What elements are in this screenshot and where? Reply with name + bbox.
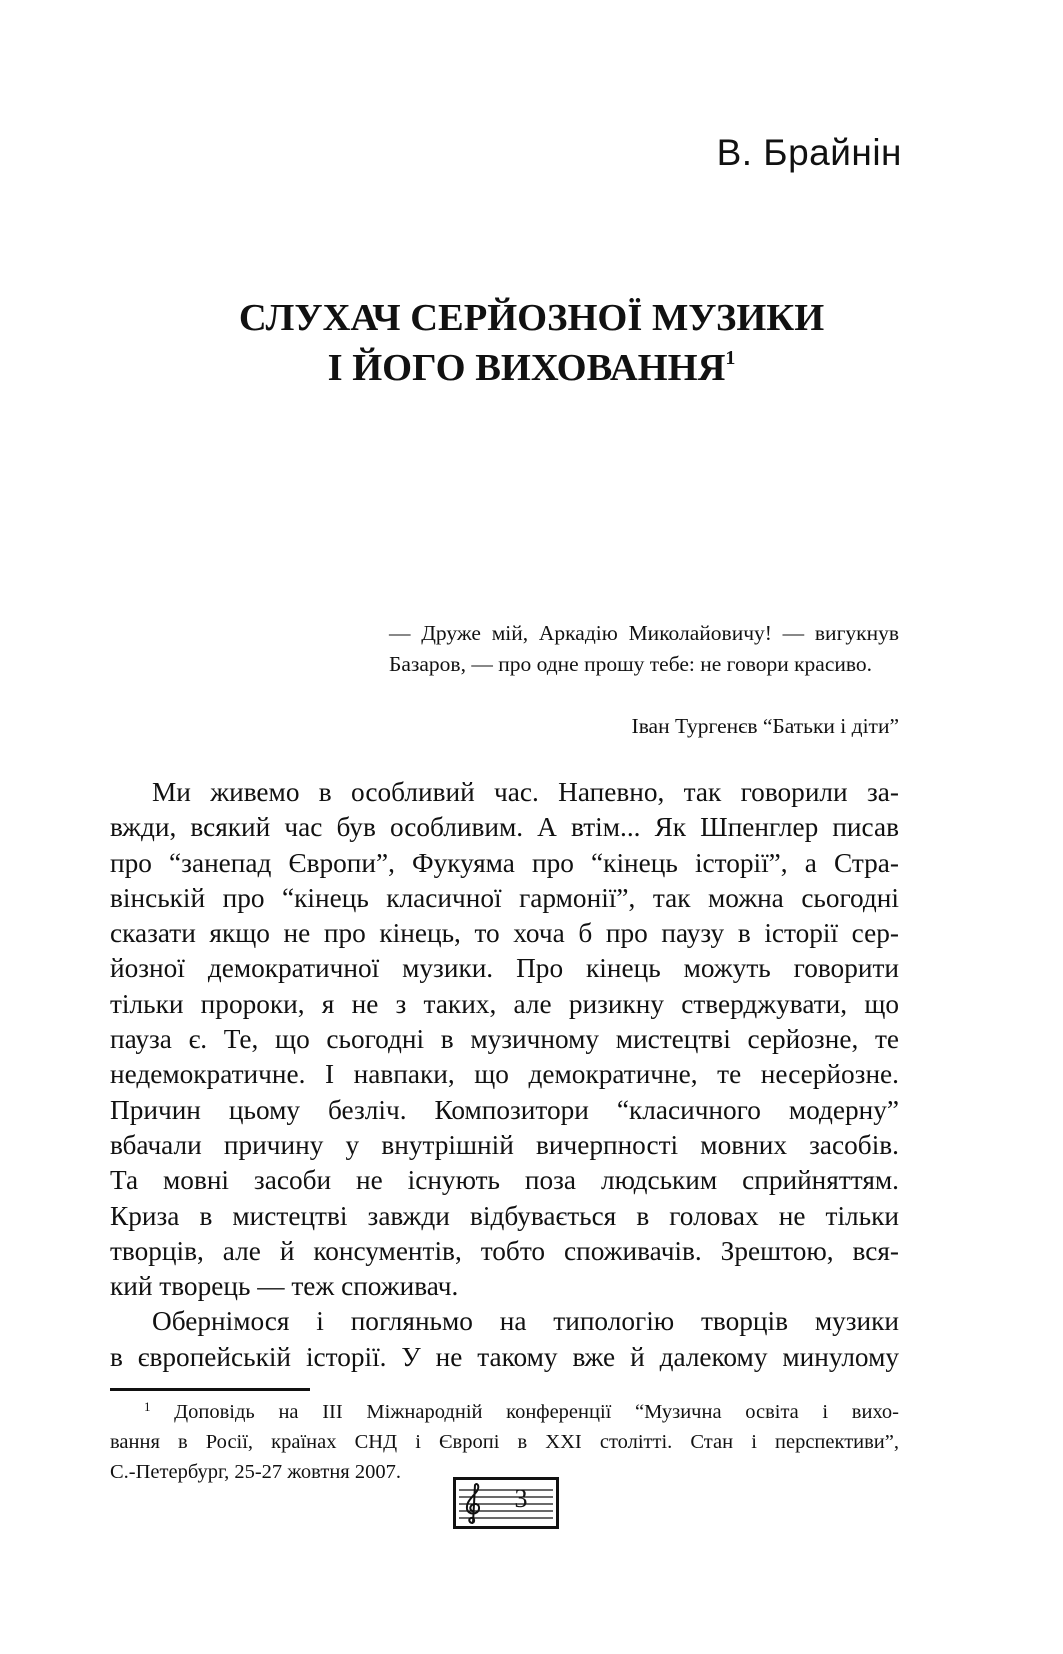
text-line: вінській про “кінець класичної гармонії”, так можна сьогодні bbox=[110, 882, 899, 913]
text-line: пауза є. Те, що сьогодні в музичному мистецтві серйозне, те bbox=[110, 1024, 899, 1055]
title-footnote-mark: 1 bbox=[725, 347, 736, 369]
text-line: йозної демократичної музики. Про кінець можуть говорити bbox=[110, 953, 899, 984]
text-line: сказати якщо не про кінець, то хоча б про паузу в історії сер- bbox=[110, 918, 899, 949]
text-line: Ми живемо в особливий час. Напевно, так говорили за- bbox=[152, 777, 899, 807]
text-line: Криза в мистецтві завжди відбувається в головах не тільки bbox=[110, 1200, 899, 1231]
footnote-divider bbox=[110, 1388, 310, 1391]
footnote-line-1-text: Доповідь на III Міжнародній конференції “Музична освіта і вихо- bbox=[174, 1401, 899, 1423]
footnote-line bbox=[110, 1397, 899, 1427]
footnote bbox=[110, 1397, 899, 1487]
text-line: Обернімося і погляньмо на типологію творців музики bbox=[152, 1306, 899, 1337]
text-line: тільки пророки, я не з таких, але ризикну стверджувати, що bbox=[110, 988, 899, 1019]
text-line: вбачали причину у внутрішній вичерпності мовних засобів. bbox=[110, 1129, 899, 1160]
text-line: творців, але й консументів, тобто споживачів. Зрештою, вся- bbox=[110, 1235, 899, 1266]
epigraph-source: Іван Тургенєв “Батьки і діти” bbox=[631, 714, 899, 738]
text-line: Та мовні засоби не існують поза людським сприйняттям. bbox=[110, 1165, 899, 1196]
title-line-2 bbox=[100, 343, 963, 393]
title-line-1: СЛУХАЧ СЕРЙОЗНОЇ МУЗИКИ bbox=[238, 297, 825, 339]
page-number-badge bbox=[453, 1477, 559, 1529]
footnote-line: С.-Петербург, 25-27 жовтня 2007. bbox=[110, 1461, 401, 1483]
title-line-2-text: І ЙОГО ВИХОВАННЯ bbox=[327, 347, 726, 389]
article-title bbox=[100, 293, 963, 393]
author-name: В. Брайнін bbox=[716, 132, 902, 173]
text-line: в європейській історії. У не такому вже й далекому минулому bbox=[110, 1341, 899, 1372]
footnote-mark: 1 bbox=[144, 1399, 151, 1414]
text-line: кий творець — теж споживач. bbox=[110, 1271, 459, 1302]
epigraph-text: — Друже мій, Аркадію Миколайовичу! — вигукнув Базаров, — про одне прошу тебе: не говори красиво. bbox=[389, 621, 899, 676]
footnote-line: вання в Росії, країнах СНД і Європі в XXI столітті. Стан і перспективи”, bbox=[110, 1431, 899, 1453]
text-line: недемократичне. І навпаки, що демократичне, те несерйозне. bbox=[110, 1059, 899, 1090]
main-text bbox=[110, 775, 899, 1375]
text-line: вжди, всякий час був особливим. А втім... Як Шпенглер писав bbox=[110, 812, 899, 843]
text-line: про “занепад Європи”, Фукуяма про “кінець історії”, а Стра- bbox=[110, 847, 899, 878]
text-line: Причин цьому безліч. Композитори “класичного модерну” bbox=[110, 1094, 899, 1125]
page-number: 3 bbox=[514, 1484, 528, 1513]
